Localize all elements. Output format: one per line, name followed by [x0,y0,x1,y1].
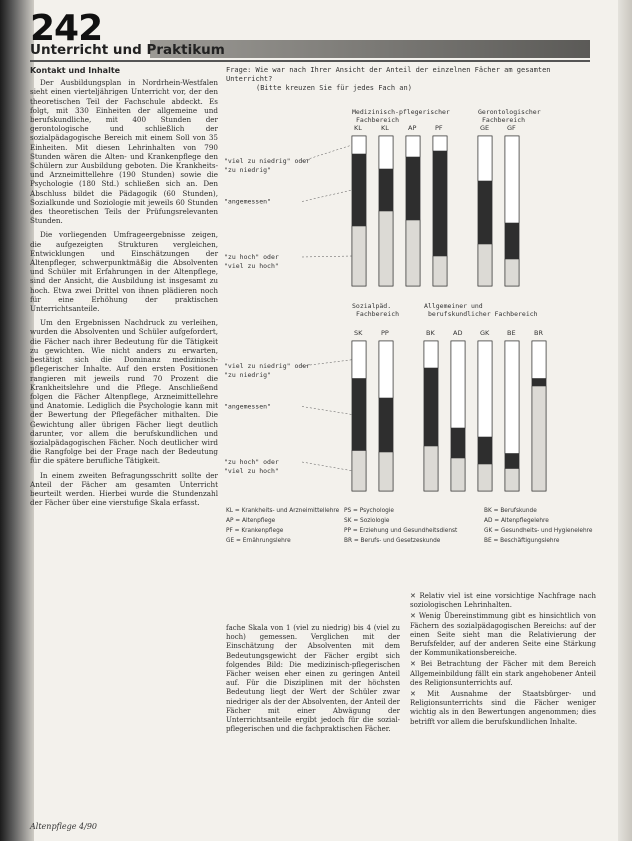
bar-segment-too-high [352,451,366,492]
bullet-paragraph: ✕ Bei Betrachtung der Fächer mit dem Bereich Allgemeinbildung fällt ein stark angehobener Anteil des Religionsunterrichts auf. [410,660,596,687]
legend-entry: AD = Altenpflegelehre [484,518,549,524]
paragraph: Um den Ergebnissen Nachdruck zu verleihen, wurden die Absolventen und Schüler aufgefordert, die Fächer nach ihrer Bedeutung für die Tätigkeit zu gewichten. Wie nicht anders zu erwarten, bestätigt sich die Dominanz medizinisch-pflegerischer Inhalte. Auf den ersten Positionen rangieren mit jeweils rund 70 Prozent die Krankheitslehre und die Pflege. Anschließend folgen die Fächer Altenpflege, Arzneimittellehre und Anatomie. Lediglich die Psychologie kann mit der Bewertung der Pflegefächer mithalten. Die Gewichtung aller übrigen Fächer liegt deutlich darunter, vor allem die berufskundlichen und sozialpädagogischen Fächer. Noch deutlicher wird die Rangfolge bei der Frage nach der Bedeutung für die spätere berufliche Tätigkeit. [30,318,218,466]
bar-segment-too-low [424,341,438,368]
chart-legend [226,506,596,546]
bar-segment-too-low [352,341,366,379]
bar-segment-too-high [532,386,546,491]
group-title: Fachbereich [356,310,400,318]
stacked-bar-chart [222,96,598,500]
page-footer: Altenpflege 4/90 [30,822,97,831]
bar-segment-too-low [379,341,393,398]
bar-segment-too-low [478,341,492,437]
bar-segment-too-high [505,259,519,286]
bar-segment-too-low [505,341,519,454]
bar-segment-appropriate [379,398,393,452]
paragraph: Der Ausbildungsplan in Nordrhein-Westfalen sieht einen vierteljährigen Unterricht vor, der den theoretischen Teil der Fachschule abdeckt. Es folgt, mit 330 Einheiten der allgemeine und berufskundliche, mit 400 Stunden der gerontologische und schließlich der sozialpädagogische Bereich mit einem Soll von 35 Einheiten. Mit diesen Lehrinhalten von 790 Stunden wären die Alten- und Krankenpflege den Schülern zur Ausbildung geboten. Die Krankheits- und Arzneimittellehre (190 Stunden) sowie die Psychologie (180 Std.) schließen sich an. Den Abschluss bildet die Pädagogik (60 Stunden), Sozialkunde und Soziologie mit jeweils 60 Stunden des theoretischen Teils der Prüfungsrelevanten Stunden. [30,78,218,226]
legend-entry: AP = Altenpflege [226,518,276,524]
legend-entry: PS = Psychologie [344,508,394,514]
bar-segment-too-high [451,458,465,491]
bar-segment-appropriate [379,169,393,211]
group-title: Medizinisch-pflegerischer [352,108,450,116]
bar-segment-too-low [433,136,447,151]
label-connector [302,256,352,257]
rating-label: "angemessen" [224,197,271,206]
group-title: Gerontologischer [478,108,541,116]
tick-label: KL [354,124,362,132]
legend-entry: BE = Beschäftigungslehre [484,538,560,544]
group-title: Sozialpäd. [352,302,392,310]
tick-label: BE [507,329,516,337]
rating-label: "zu hoch" oder [224,253,279,261]
group-title: Allgemeiner und [424,302,483,310]
bar-segment-too-high [379,452,393,491]
rating-label: "viel zu niedrig" oder [224,362,311,370]
legend-entry: SK = Soziologie [344,518,390,524]
question-instruction: (Bitte kreuzen Sie für jedes Fach an) [256,84,412,92]
chapter-title: Unterricht und Praktikum [30,42,225,58]
group-title: Fachbereich [356,116,400,124]
question-text: Frage: Wie war nach Ihrer Ansicht der Anteil der einzelnen Fächer am gesamten Unterricht? [226,66,551,83]
tick-label: GK [480,329,490,337]
header-rule [30,60,590,62]
group-title: Fachbereich [482,116,526,124]
legend-entry: KL = Krankheits- und Arzneimittellehre [226,508,340,514]
legend-entry: GK = Gesundheits- und Hygienelehre [484,528,593,534]
tick-label: GE [480,124,490,132]
bar-segment-too-high [505,469,519,492]
bar-segment-appropriate [433,151,447,256]
bar-segment-too-high [478,244,492,286]
tick-label: GF [507,124,516,132]
bar-segment-appropriate [532,379,546,387]
section-heading: Kontakt und Inhalte [30,66,121,75]
bar-segment-too-low [505,136,519,223]
tick-label: AD [453,329,463,337]
bar-segment-too-high [379,211,393,286]
right-text-column [410,592,596,729]
rating-label: "zu niedrig" [224,371,271,379]
rating-label: "angemessen" [224,402,271,411]
tick-label: KL [381,124,389,132]
paragraph: Die vorliegenden Umfrageergebnisse zeigen, die aufgezeigten Strukturen vergleichen, Entwicklungen und Einschätzungen der Altenpfleger, schwerpunktmäßig die Absolventen und Schüler mit Erfahrungen in der Altenpflege, sind der Ansicht, die Ausbildung ist insgesamt zu hoch. Etwa zwei Drittel von ihnen plädieren noch für eine Erhöhung der praktischen Unterrichtsanteile. [30,230,218,314]
rating-label: "viel zu niedrig" oder [224,157,311,165]
rating-label: "zu hoch" oder [224,458,279,466]
bar-segment-too-low [451,341,465,428]
bar-segment-too-low [379,136,393,169]
label-connector [302,407,352,415]
bullet-paragraph: ✕ Wenig Übereinstimmung gibt es hinsichtlich von Fächern des sozialpädagogischen Bereichs: auf der einen Seite sieht man die Relativierung der Berufsfelder, auf der anderen Seite eine Stärkung der Kommunikationsbereiche. [410,612,596,658]
tick-label: AP [408,124,417,132]
tick-label: PF [435,124,443,132]
legend-entry: BK = Berufskunde [484,508,537,514]
rating-label: "viel zu hoch" [224,262,279,270]
bar-segment-too-high [478,464,492,491]
label-connector [302,462,352,471]
paragraph: fache Skala von 1 (viel zu niedrig) bis 4 (viel zu hoch) gemessen. Verglichen mit der Einschätzung der Absolventen mit dem Bedeutungsgewicht der Fächer ergibt sich folgendes Bild: Die medizinisch-pflegerischen Fächer weisen eher einen zu geringen Anteil auf. Für die Disziplinen mit der höchsten Bedeutung liegt der Wert der Schüler zwar niedriger als der der Absolventen, der Anteil der Fächer mit einer Abwägung der Unterrichtsanteile ergibt jedoch für die sozial-pflegerischen und die fachpraktischen Fächer. [226,624,400,734]
tick-label: PP [381,329,389,337]
legend-entry: BR = Berufs- und Gesetzeskunde [344,538,441,544]
bar-segment-too-low [532,341,546,379]
bar-segment-appropriate [424,368,438,446]
tick-label: BK [426,329,435,337]
group-title: berufskundlicher Fachbereich [428,310,538,318]
survey-question [226,66,596,93]
bar-segment-appropriate [505,223,519,259]
left-text-column [30,66,218,512]
legend-entry: GE = Ernährungslehre [226,538,291,544]
bar-segment-too-high [406,220,420,286]
paragraph: In einem zweiten Befragungsschritt sollte der Anteil der Fächer am gesamten Unterricht beurteilt werden. Hierbei wurde die Stundenzahl der Fächer über eine vierstufige Skala erfasst. [30,470,218,508]
bar-segment-appropriate [478,437,492,464]
legend-entry: PP = Erziehung und Gesundheitsdienst [344,528,458,534]
middle-text-column [226,624,400,734]
bar-segment-too-high [433,256,447,286]
bar-segment-appropriate [352,379,366,451]
bar-segment-appropriate [352,154,366,226]
bar-segment-too-low [406,136,420,157]
bar-segment-appropriate [505,454,519,469]
bar-segment-too-low [352,136,366,154]
bullet-paragraph: ✕ Mit Ausnahme der Staatsbürger- und Religionsunterrichts sind die Fächer weniger wichtig als in den Bewertungen angenommen; dies betrifft vor allem die berufskundlichen Inhalte. [410,690,596,726]
label-connector [302,190,352,202]
rating-label: "zu niedrig" [224,166,271,174]
bar-segment-appropriate [406,157,420,220]
tick-label: BR [534,329,543,337]
page-edge [618,0,632,841]
tick-label: SK [354,329,363,337]
rating-label: "viel zu hoch" [224,467,279,475]
page-number: 242 [30,8,103,49]
bar-segment-too-low [478,136,492,181]
bar-segment-too-high [352,226,366,286]
bar-segment-appropriate [478,181,492,244]
bullet-paragraph: ✕ Relativ viel ist eine vorsichtige Nachfrage nach soziologischen Lehrinhalten. [410,592,596,610]
legend-entry: PF = Krankenpflege [226,528,284,534]
bar-segment-too-high [424,446,438,491]
bar-segment-appropriate [451,428,465,458]
